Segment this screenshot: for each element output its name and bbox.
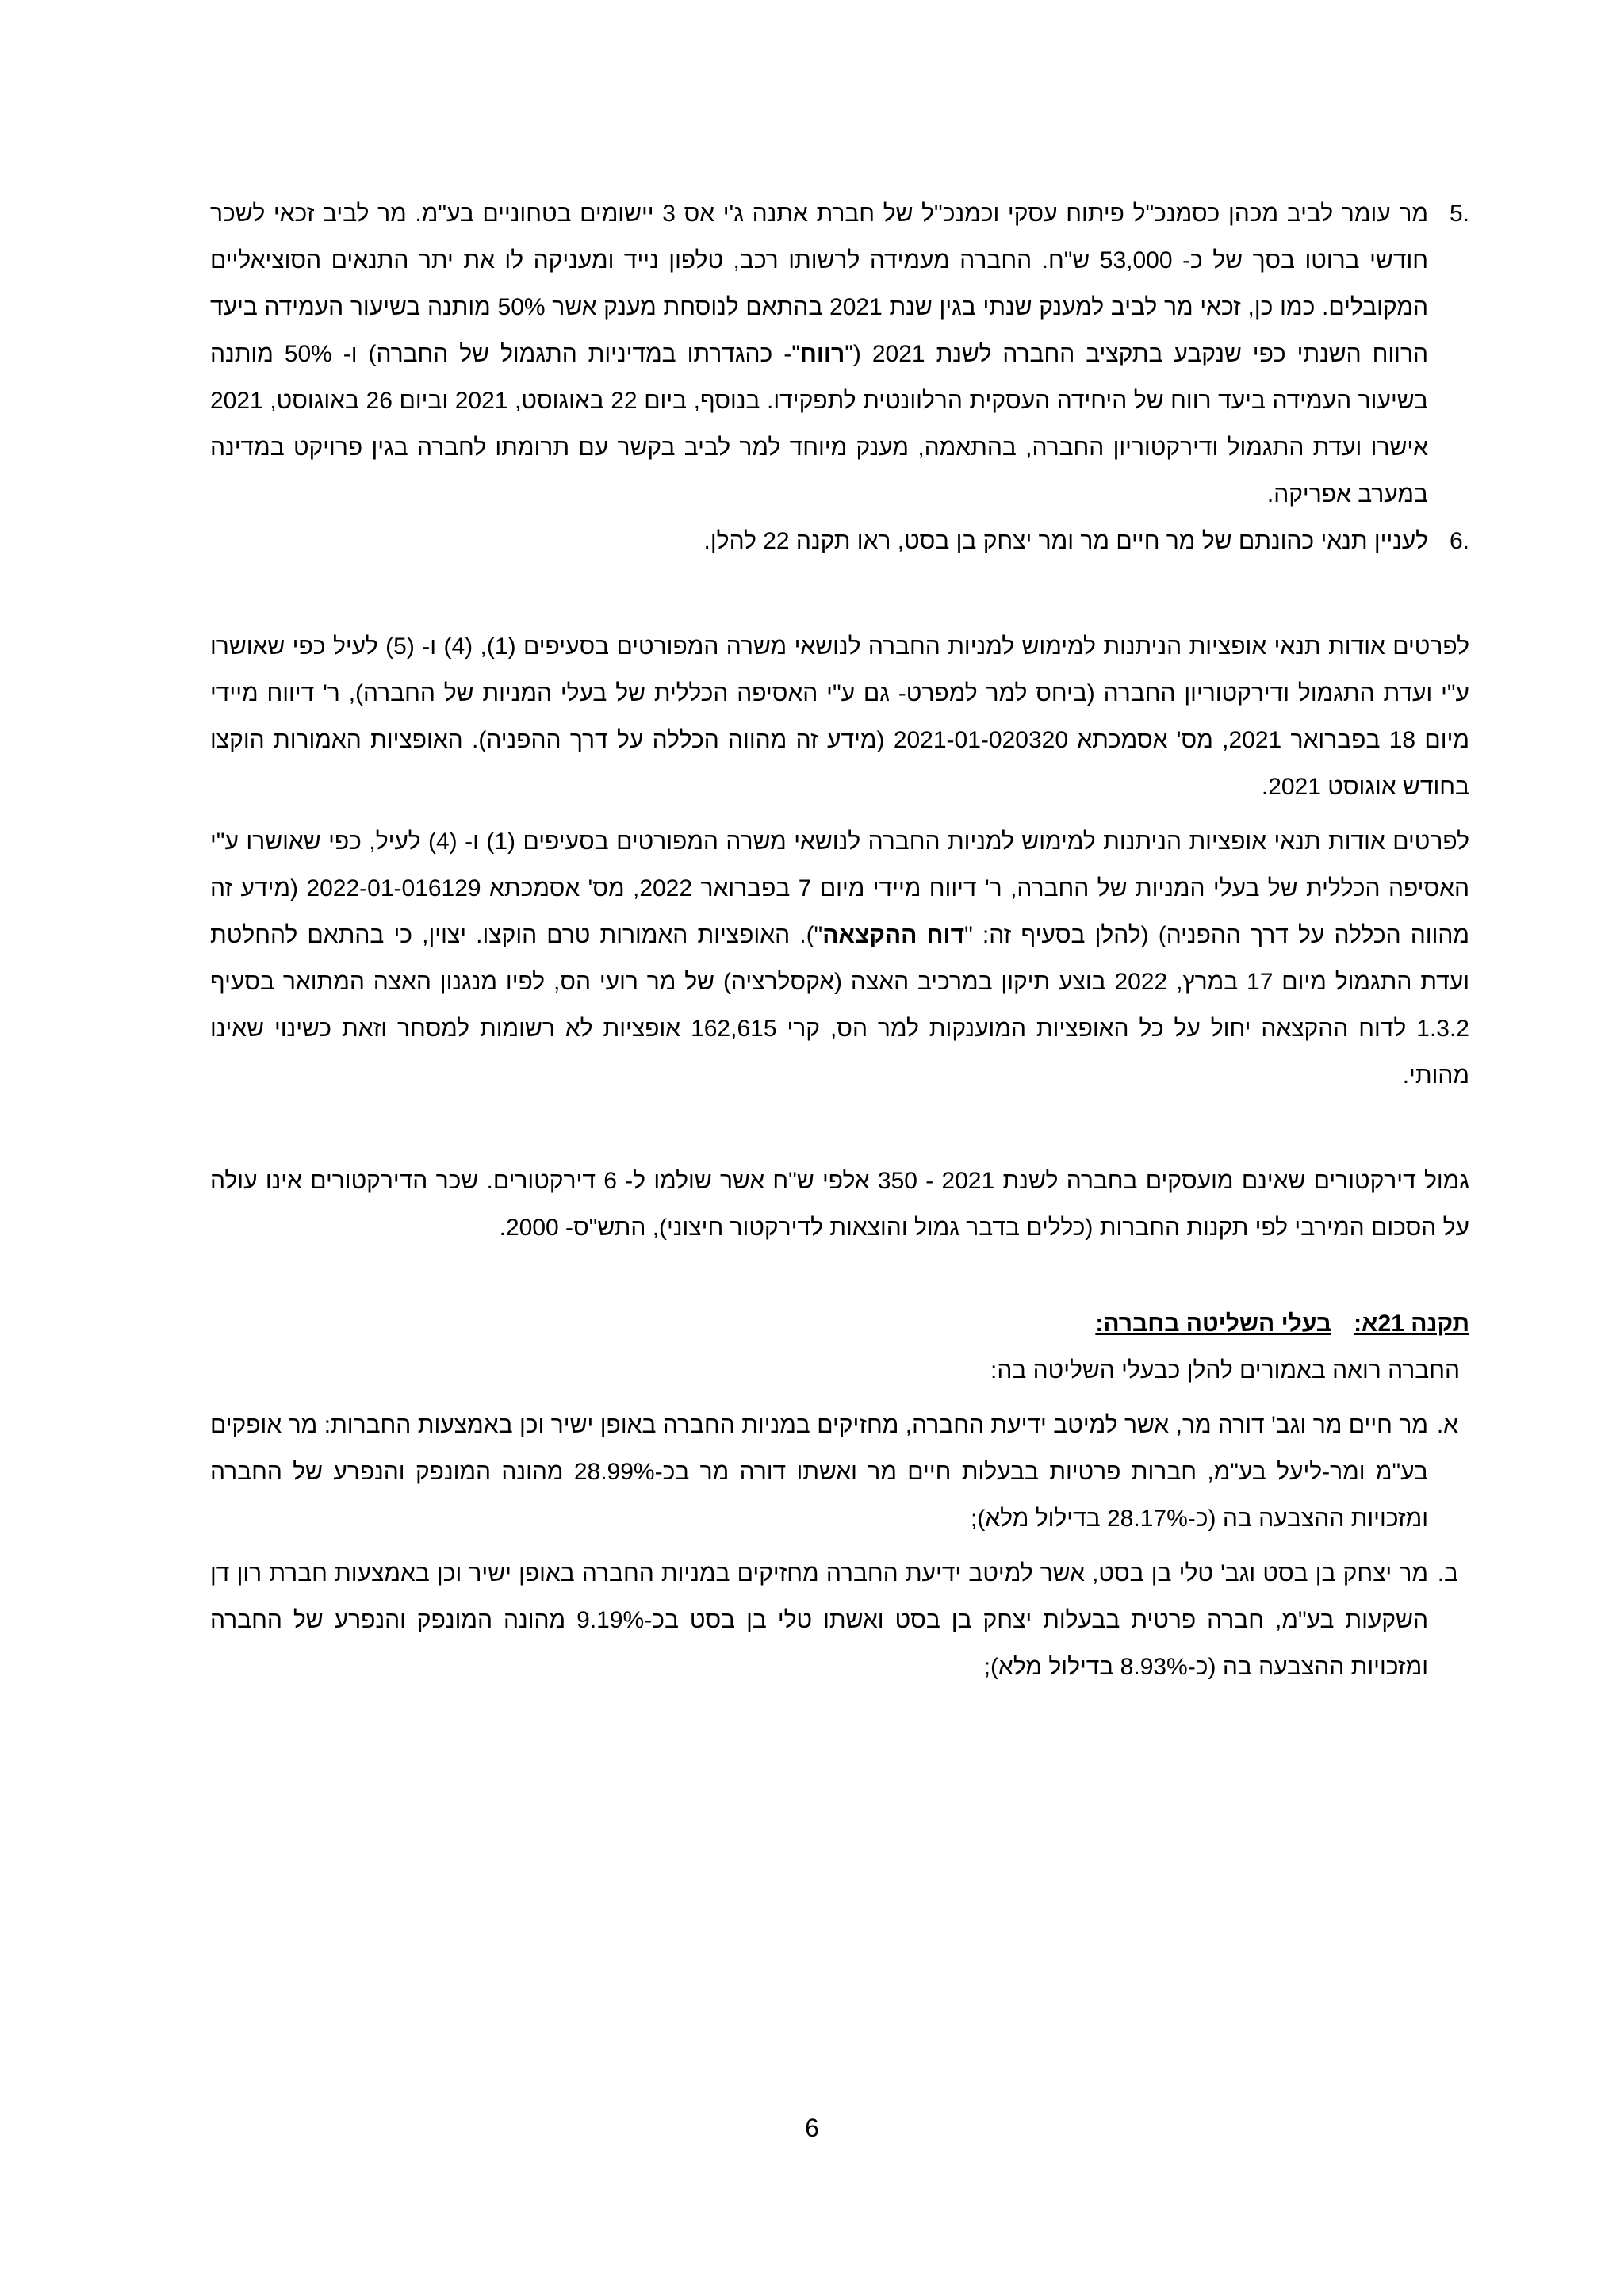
list-item-5 xyxy=(210,190,1469,518)
item-letter: ב. xyxy=(1437,1560,1458,1586)
list-number: 6. xyxy=(1449,528,1469,554)
item-b-text: מר יצחק בן בסט וגב' טלי בן בסט, אשר למיטב ידיעת החברה מחזיקים במניות החברה באופן ישיר וכן באמצעות חברת רון דן השקעות בע"מ, חברה פרטית בבעלות יצחק בן בסט ואשתו טלי בן בסט בכ-9.19% מהונה המונפק והנפרע של החברה ומזכויות ההצבעה בה (כ-8.93% בדילול מלא); xyxy=(210,1560,1428,1680)
item-5-text xyxy=(210,190,1428,518)
directors-compensation-paragraph: גמול דירקטורים שאינם מועסקים בחברה לשנת 2021 - 350 אלפי ש"ח אשר שולמו ל- 6 דירקטורים. שכר הדירקטורים אינו עולה על הסכום המירבי לפי תקנות החברות (כללים בדבר גמול והוצאות לדירקטור חיצוני), התש"ס- 2000. xyxy=(210,1168,1469,1241)
item-letter: א. xyxy=(1436,1412,1458,1438)
list-item-body xyxy=(210,518,1428,564)
controlling-shareholder-item-a xyxy=(210,1402,1469,1542)
item-5-text-end: "- כהגדרתו במדיניות התגמול של החברה) ו- 50% מותנה בשיעור העמידה ביעד רווח של היחידה העסקית הרלוונטית לתפקידו. בנוסף, ביום 22 באוגוסט, 2021 וביום 26 באוגוסט, 2021 אישרו ועדת התגמול ודירקטוריון החברה, בהתאמה, מענק מיוחד למר לביב בקשר עם תרומתו לחברה בגין פרויקט במדינה במערב אפריקה. xyxy=(210,341,1428,507)
list-number: 5. xyxy=(1449,201,1469,227)
list-item-body xyxy=(210,190,1428,518)
options-paragraph-2 xyxy=(210,818,1469,1099)
allocation-report-term: דוח ההקצאה xyxy=(822,922,965,948)
regulation-title: בעלי השליטה בחברה: xyxy=(1095,1311,1331,1337)
controlling-shareholders-intro: החברה רואה באמורים להלן כבעלי השליטה בה: xyxy=(990,1357,1460,1383)
page-number: 6 xyxy=(805,2114,819,2142)
item-6-text: לעניין תנאי כהונתם של מר חיים מר ומר יצחק בן בסט, ראו תקנה 22 להלן. xyxy=(703,528,1428,554)
options-paragraph-1: לפרטים אודות תנאי אופציות הניתנות למימוש למניות החברה לנושאי משרה המפורטים בסעיפים (1), (4) ו- (5) לעיל כפי שאושרו ע"י ועדת התגמול ודירקטוריון החברה (ביחס למר למפרט- גם ע"י האסיפה הכללית של בעלי המניות של החברה), ר' דיווח מיידי מיום 18 בפברואר 2021, מס' אסמכתא 2021-01-020320 (מידע זה מהווה הכללה על דרך ההפניה). האופציות האמורות הוקצו בחודש אוגוסט 2021. xyxy=(210,633,1470,800)
options-paragraph-2-end: "). האופציות האמורות טרם הוקצו. יצוין, כי בהתאם להחלטת ועדת התגמול מיום 17 במרץ, 2022 בוצע תיקון במרכיב האצה (אקסלרציה) של מר רועי הס, לפיו מנגנון האצה המתואר בסעיף 1.3.2 לדוח ההקצאה יחול על כל האופציות המוענקות למר הס, קרי 162,615 אופציות לא רשומות למסחר וזאת כשינוי שאינו מהותי. xyxy=(210,922,1469,1089)
regulation-number: תקנה 21א: xyxy=(1354,1311,1469,1337)
item-body xyxy=(210,1402,1428,1542)
controlling-shareholder-item-b xyxy=(210,1550,1469,1690)
list-item-6 xyxy=(210,518,1469,564)
item-5-text-start: מר עומר לביב מכהן כסמנכ"ל פיתוח עסקי וכמנכ"ל של חברת אתנה ג'י אס 3 יישומים בטחוניים בע"מ. מר לביב זכאי לשכר חודשי ברוטו בסך של כ- 53,000 ש"ח. החברה מעמידה לרשותו רכב, טלפון נייד ומעניקה לו את יתר התנאים הסוציאליים המקובלים. כמו כן, זכאי מר לביב למענק שנתי בגין שנת 2021 בהתאם לנוסחת מענק אשר 50% מותנה בשיעור העמידה ביעד הרווח השנתי כפי שנקבע בתקציב החברה לשנת 2021 (" xyxy=(210,201,1429,367)
item-5-defined-term: רווח xyxy=(799,341,845,367)
options-paragraph-2-start: לפרטים אודות תנאי אופציות הניתנות למימוש למניות החברה לנושאי משרה המפורטים בסעיפים (1) ו- (4) לעיל, כפי שאושרו ע"י האסיפה הכללית של בעלי המניות של החברה, ר' דיווח מיידי מיום 7 בפברואר 2022, מס' אסמכתא 2022-01-016129 (מידע זה מהווה הכללה על דרך ההפניה) (להלן בסעיף זה: " xyxy=(210,828,1470,948)
item-body xyxy=(210,1550,1428,1690)
item-a-text: מר חיים מר וגב' דורה מר, אשר למיטב ידיעת החברה, מחזיקים במניות החברה באופן ישיר וכן באמצעות החברות: מר אופקים בע"מ ומר-ליעל בע"מ, חברות פרטיות בבעלות חיים מר ואשתו דורה מר בכ-28.99% מהונה המונפק והנפרע של החברה ומזכויות ההצבעה בה (כ-28.17% בדילול מלא); xyxy=(210,1412,1428,1532)
regulation-heading xyxy=(210,1300,1469,1347)
